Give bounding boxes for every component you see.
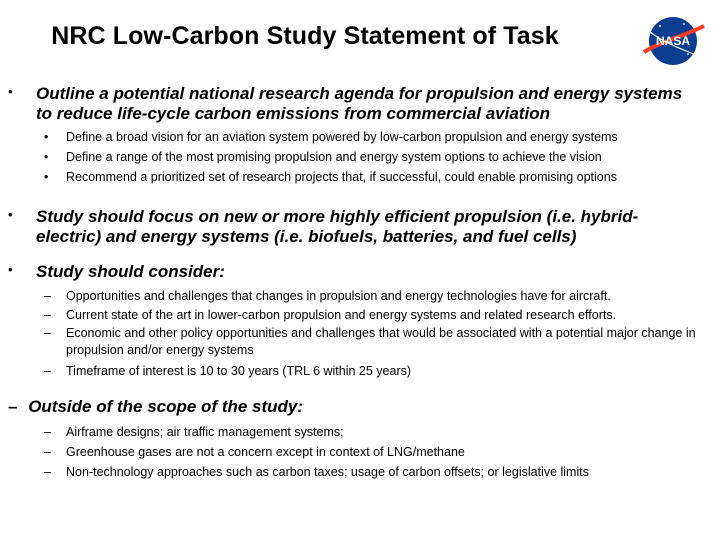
outline-item: [44, 148, 716, 167]
outside-item-text: Greenhouse gases are not a concern except in context of LNG/methane: [66, 445, 465, 459]
outside-item: [44, 443, 716, 462]
nasa-logo-text: NASA: [655, 34, 691, 48]
outside-scope-heading-row: [8, 397, 303, 417]
bullet-marker: •: [8, 84, 13, 99]
consider-item: [44, 306, 716, 325]
outline-item-text: Define a broad vision for an aviation system powered by low-carbon propulsion and energy systems: [66, 130, 618, 144]
bullet-marker: •: [44, 150, 49, 164]
outside-item: [44, 463, 716, 482]
dash-marker: –: [44, 326, 51, 340]
bullet-marker: •: [8, 207, 13, 222]
outside-item: [44, 423, 716, 442]
consider-item: [44, 325, 716, 359]
outline-item-text: Recommend a prioritized set of research projects that, if successful, could enable promising options: [66, 170, 617, 184]
bullet-marker: •: [8, 262, 13, 277]
consider-item-text: Opportunities and challenges that changes in propulsion and energy technologies have for aircraft.: [66, 289, 611, 303]
outside-scope-heading: Outside of the scope of the study:: [28, 397, 304, 416]
consider-item-text: Timeframe of interest is 10 to 30 years (TRL 6 within 25 years): [66, 364, 412, 378]
dash-marker: –: [44, 425, 51, 439]
bullet-marker: •: [44, 130, 49, 144]
consider-item-text: Current state of the art in lower-carbon propulsion and energy systems and related research efforts.: [66, 308, 617, 322]
consider-item-text: Economic and other policy opportunities and challenges that would be associated with a potential major change in propulsion and/or energy systems: [66, 326, 696, 357]
outside-item-text: Non-technology approaches such as carbon taxes; usage of carbon offsets; or legislative limits: [66, 465, 589, 479]
outside-item-text: Airframe designs; air traffic management systems;: [66, 425, 344, 439]
dash-marker: –: [44, 364, 51, 378]
slide-title: NRC Low-Carbon Study Statement of Task: [51, 22, 559, 50]
consider-heading: Study should consider:: [36, 262, 225, 281]
bullet-marker: •: [44, 170, 49, 184]
outline-heading: Outline a potential national research agenda for propulsion and energy systems to reduce life-cycle carbon emissions from commercial aviation: [36, 84, 683, 123]
consider-item: [44, 287, 716, 306]
dash-marker: –: [44, 445, 51, 459]
focus-heading: Study should focus on new or more highly efficient propulsion (i.e. hybrid-electric) and energy systems (i.e. biofuels, batteries, and fuel cells): [36, 207, 639, 246]
dash-marker: –: [44, 465, 51, 479]
dash-marker: –: [8, 397, 18, 416]
outline-item: [44, 128, 716, 147]
outline-item-text: Define a range of the most promising propulsion and energy system options to achieve the vision: [66, 150, 602, 164]
nasa-logo: [640, 14, 706, 68]
consider-item: [44, 362, 716, 381]
dash-marker: –: [44, 289, 51, 303]
outline-item: [44, 168, 716, 187]
dash-marker: –: [44, 308, 51, 322]
